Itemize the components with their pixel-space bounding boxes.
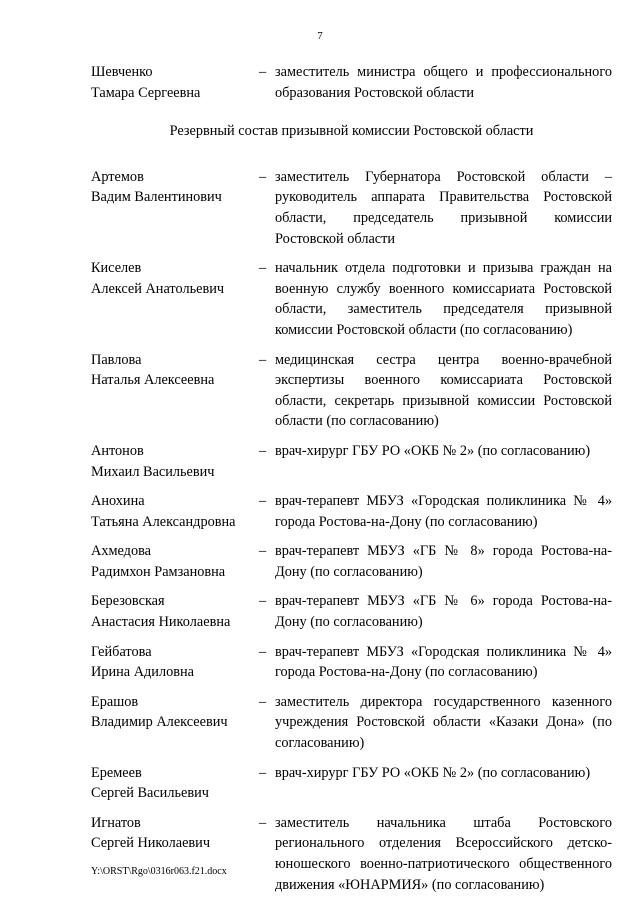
member-name: Антонов Михаил Васильевич (91, 442, 215, 480)
member-name: Гейбатова Ирина Адиловна (91, 643, 194, 681)
member-role: заместитель министра общего и профессионального образования Ростовской области (275, 64, 612, 101)
member-dash: – (259, 643, 267, 660)
member-role: врач-терапевт МБУЗ «ГБ № 8» города Ростова-на-Дону (по согласованию) (275, 543, 612, 580)
member-name: Киселев Алексей Анатольевич (91, 260, 225, 297)
member-entry (91, 813, 612, 895)
member-role: врач-терапевт МБУЗ «Городская поликлиника № 4» города Ростова-на-Дону (по согласованию) (275, 493, 612, 530)
member-name: Березовская Анастасия Николаевна (91, 593, 231, 631)
member-role: заместитель начальника штаба Ростовского регионального отделения Всероссийского детско-юношеского военно-патриотического общественного движения «ЮНАРМИЯ» (по согласованию) (275, 814, 612, 893)
member-name: Павлова Наталья Алексеевна (91, 351, 215, 389)
member-name: Ерашов Владимир Алексеевич (91, 693, 228, 731)
member-role: заместитель директора государственного казенного учреждения Ростовской области «Казаки Дона» (по согласованию) (275, 693, 612, 752)
member-dash: – (259, 64, 267, 80)
member-dash: – (259, 693, 267, 710)
member-entry (91, 541, 612, 582)
member-role: врач-хирург ГБУ РО «ОКБ № 2» (по согласованию) (275, 442, 591, 459)
member-entry (91, 258, 612, 340)
member-dash: – (259, 442, 267, 459)
file-path-footer: Y:\ORST\Rgo\0316r063.f21.docx (91, 866, 227, 877)
member-dash: – (259, 543, 267, 560)
member-dash: – (259, 814, 267, 831)
member-entry (91, 350, 612, 432)
page-number: 7 (317, 30, 323, 42)
member-entry (91, 167, 612, 249)
member-role: заместитель Губернатора Ростовской области – руководитель аппарата Правительства Ростовской области, председатель призывной комиссии Ростовской области (275, 168, 612, 247)
member-entry (91, 763, 612, 804)
member-dash: – (259, 764, 267, 781)
member-role: медицинская сестра центра военно-врачебной экспертизы военного комиссариата Ростовской области, секретарь призывной комиссии Ростовской области (по согласованию) (275, 351, 612, 430)
member-entry (91, 642, 612, 683)
member-entry (91, 591, 612, 632)
member-role: врач-хирург ГБУ РО «ОКБ № 2» (по согласованию) (275, 764, 591, 781)
member-dash: – (259, 168, 267, 185)
member-entry (91, 491, 612, 532)
member-name: Ахмедова Радимхон Рамзановна (91, 543, 226, 580)
document-body (91, 62, 612, 895)
member-dash: – (259, 593, 267, 610)
member-name: Анохина Татьяна Александровна (91, 493, 236, 530)
member-name: Артемов Вадим Валентинович (91, 168, 222, 206)
section-title: Резервный состав призывной комиссии Ростовской области (169, 123, 534, 140)
member-entry (91, 62, 612, 103)
member-role: врач-терапевт МБУЗ «Городская поликлиника № 4» города Ростова-на-Дону (по согласованию) (275, 643, 612, 681)
member-role: врач-терапевт МБУЗ «ГБ № 6» города Ростова-на-Дону (по согласованию) (275, 593, 612, 631)
member-dash: – (259, 493, 267, 510)
member-dash: – (259, 351, 267, 368)
member-name: Еремеев Сергей Васильевич (91, 764, 209, 802)
member-entry (91, 692, 612, 754)
member-dash: – (259, 260, 267, 277)
member-role: начальник отдела подготовки и призыва граждан на военную службу военного комиссариата Ростовской области, заместитель председателя призывной комиссии Ростовской области (по согласованию) (275, 260, 612, 338)
member-name: Игнатов Сергей Николаевич (91, 814, 211, 852)
member-name: Шевченко Тамара Сергеевна (91, 64, 201, 101)
member-entry (91, 441, 612, 482)
